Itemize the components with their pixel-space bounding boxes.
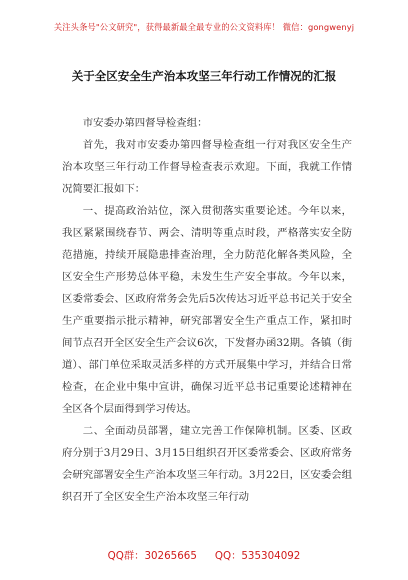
document-title: 关于全区安全生产治本攻坚三年行动工作情况的汇报 xyxy=(71,69,337,83)
paragraph-intro: 首先，我对市安委办第四督导检查组一行对我区安全生产治本攻坚三年行动工作督导检查表示欢迎。下面，我就工作情况简要汇报如下： xyxy=(62,139,352,195)
paragraph-section-2: 二、全面动员部署，建立完善工作保障机制。区委、区政府分别于3月29日、3月15日组织召开区委常委会、区政府常务会研究部署安全生产治本攻坚三年行动。3月22日，区安委会组织召开了全区安全生产治本攻坚三年行动 xyxy=(62,425,352,503)
footer-qq-number: QQ：535304092 xyxy=(214,550,301,562)
document-body xyxy=(62,112,352,508)
header-promo-text: 关注头条号"公文研究"，获得最新最全最专业的公文资料库！ 微信：gongwenyj xyxy=(53,22,355,32)
paragraph-section-1: 一、提高政治站位，深入贯彻落实重要论述。今年以来，我区紧紧围绕春节、两会、清明等重点时段，严格落实安全防范措施，持续开展隐患排查治理，全力防范化解各类风险，全区安全生产形势总体平稳，未发生生产安全事故。今年以来，区委常委会、区政府常务会先后5次传达习近平总书记关于安全生产重要指示批示精神，研究部署安全生产重点工作，紧扣时间节点召开全区安全生产会议6次，下发督办函32期。各镇（街道）、部门单位采取灵活多样的方式开展集中学习，并结合日常检查，在企业中集中宣讲，确保习近平总书记重要论述精神在全区各个层面得到学习传达。 xyxy=(62,205,352,415)
footer-contact xyxy=(0,549,408,563)
footer-qq-group: QQ群：30265665 xyxy=(107,550,197,562)
salutation: 市安委办第四督导检查组： xyxy=(82,117,208,129)
